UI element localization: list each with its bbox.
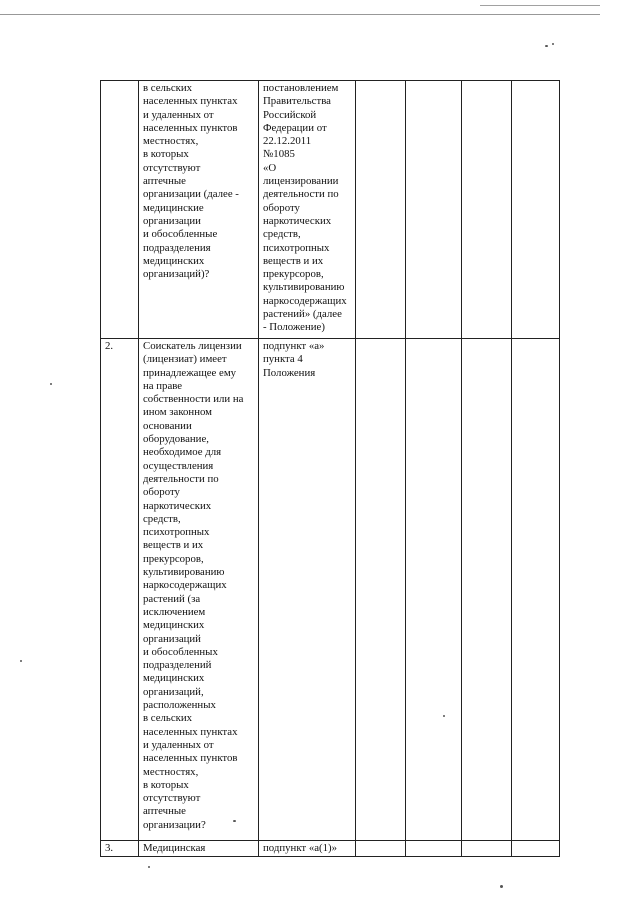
reference-cell: постановлением Правительства Российской Федерации от 22.12.2011 №1085 «О лицензировании деятельности по обороту наркотических средств, психотропных веществ и их прекурсоров, культивированию наркосодержащих растений» (далее - Положение) bbox=[259, 81, 356, 339]
table-row bbox=[101, 339, 560, 841]
answer-cell-na bbox=[462, 339, 512, 841]
answer-cell-no bbox=[406, 339, 462, 841]
scan-speck bbox=[148, 866, 150, 868]
question-cell: Соискатель лицензии (лицензиат) имеет принадлежащее ему на праве собственности или на ином законном основании оборудование, необходимое для осуществления деятельности по обороту наркотических средств, психотропных веществ и их прекурсоров, культивированию наркосодержащих растений (за исключением медицинских организаций и обособленных подразделений медицинских организаций, расположенных в сельских населенных пунктах и удаленных от населенных пунктов местностях, в которых отсутствуют аптечные организации? bbox=[139, 339, 259, 841]
notes-cell bbox=[512, 81, 560, 339]
scan-top-line bbox=[0, 14, 600, 15]
notes-cell bbox=[512, 339, 560, 841]
answer-cell-yes bbox=[356, 81, 406, 339]
question-cell: в сельских населенных пунктах и удаленных от населенных пунктов местностях, в которых отсутствуют аптечные организации (далее - медицинские организации и обособленные подразделения медицинских организаций)? bbox=[139, 81, 259, 339]
row-number bbox=[101, 81, 139, 339]
reference-cell: подпункт «а(1)» bbox=[259, 841, 356, 857]
answer-cell-yes bbox=[356, 339, 406, 841]
scan-speck bbox=[552, 43, 554, 45]
table-row bbox=[101, 841, 560, 857]
answer-cell-na bbox=[462, 81, 512, 339]
reference-cell: подпункт «а» пункта 4 Положения bbox=[259, 339, 356, 841]
row-number: 2. bbox=[101, 339, 139, 841]
scan-speck bbox=[500, 885, 503, 888]
scan-top-line-short bbox=[480, 5, 600, 6]
table-row bbox=[101, 81, 560, 339]
answer-cell-no bbox=[406, 841, 462, 857]
scan-speck bbox=[50, 383, 52, 385]
checklist-table bbox=[100, 80, 560, 857]
scan-speck bbox=[545, 45, 548, 47]
notes-cell bbox=[512, 841, 560, 857]
row-number: 3. bbox=[101, 841, 139, 857]
answer-cell-no bbox=[406, 81, 462, 339]
scan-speck bbox=[20, 660, 22, 662]
question-cell: Медицинская bbox=[139, 841, 259, 857]
answer-cell-yes bbox=[356, 841, 406, 857]
answer-cell-na bbox=[462, 841, 512, 857]
